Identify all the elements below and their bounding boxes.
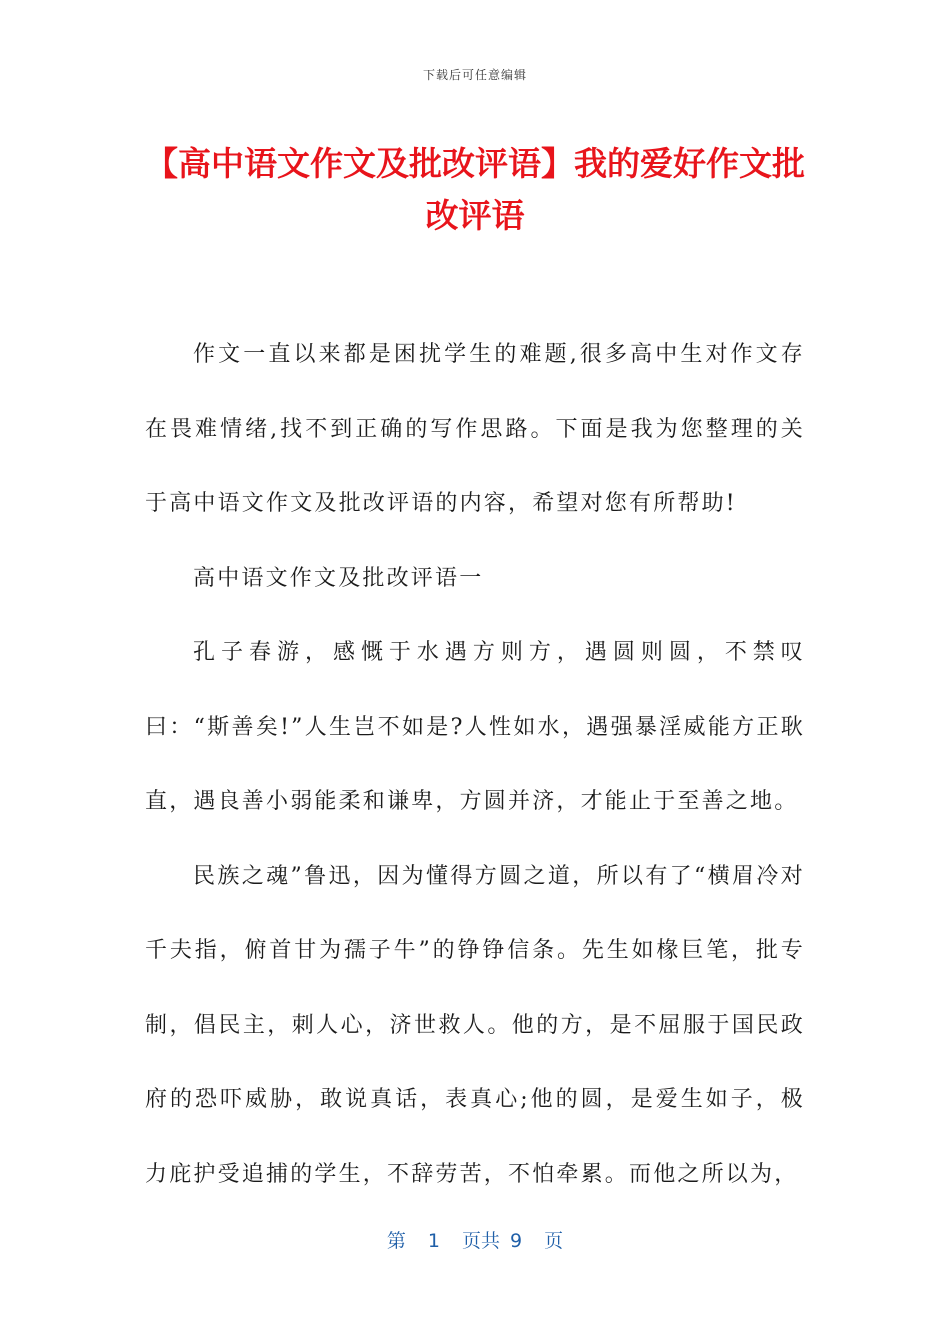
footer-middle: 页共 [461,1230,500,1252]
footer-prefix: 第 [386,1230,406,1252]
document-body [145,318,805,1212]
paragraph-section-heading: 高中语文作文及批改评语一 [193,565,484,591]
header-note: 下载后可任意编辑 [422,68,527,82]
footer-suffix: 页 [544,1230,564,1252]
paragraph-confucius: 孔子春游，感慨于水遇方则方，遇圆则圆，不禁叹曰：“斯善矣!”人生岂不如是?人性如水，遇强暴淫威能方正耿直，遇良善小弱能柔和谦卑，方圆并济，才能止于至善之地。 [145,640,805,814]
paragraph-luxun: 民族之魂”鲁迅，因为懂得方圆之道，所以有了“横眉冷对千夫指，俯首甘为孺子牛”的铮铮信条。先生如椽巨笔，批专制，倡民主，刺人心，济世救人。他的方，是不屈服于国民政府的恐吓威胁，敢说真话，表真心;他的圆，是爱生如子，极力庇护受追捕的学生，不辞劳苦，不怕牵累。而他之所以为， [145,863,805,1187]
page-footer [0,1226,950,1253]
footer-total-pages: 9 [510,1230,523,1252]
footer-current-page: 1 [427,1230,440,1252]
document-title: 【高中语文作文及批改评语】我的爱好作文批改评语 [145,144,805,235]
paragraph-intro: 作文一直以来都是困扰学生的难题,很多高中生对作文存在畏难情绪,找不到正确的写作思路。下面是我为您整理的关于高中语文作文及批改评语的内容，希望对您有所帮助! [145,342,805,516]
